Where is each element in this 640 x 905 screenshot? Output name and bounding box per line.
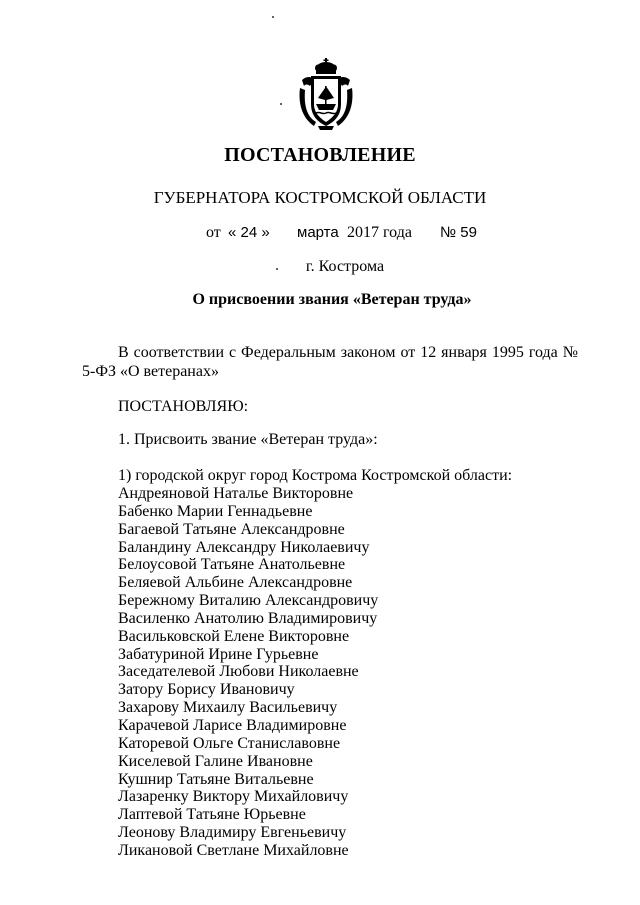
scan-speck bbox=[276, 268, 278, 270]
recipient-name: Лаптевой Татьяне Юрьевне bbox=[118, 806, 306, 824]
recipient-name: Ликановой Светлане Михайловне bbox=[118, 841, 349, 859]
recipient-name: Леонову Владимиру Евгеньевичу bbox=[118, 824, 347, 842]
recipient-name: Захарову Михаилу Васильевичу bbox=[118, 699, 338, 717]
recipient-name: Затору Борису Ивановичу bbox=[118, 681, 295, 699]
district-heading: 1) городской округ город Кострома Костромской области: bbox=[118, 467, 513, 484]
recipient-list bbox=[118, 485, 378, 860]
recipient-name: Киселевой Галине Ивановне bbox=[118, 752, 313, 770]
recipient-name: Лазаренку Виктору Михайловичу bbox=[118, 788, 349, 806]
recipient-name: Каторевой Ольге Станиславовне bbox=[118, 734, 341, 752]
dateline-prefix: от bbox=[206, 224, 221, 241]
recipient-name: Кушнир Татьяне Витальевне bbox=[118, 770, 314, 788]
dateline-number: № 59 bbox=[440, 224, 477, 241]
recipient-name: Белоусовой Татьяне Анатольевне bbox=[118, 556, 346, 574]
kostroma-coat-of-arms-icon bbox=[296, 58, 356, 132]
preamble-paragraph: В соответствии с Федеральным законом от 12 января 1995 года № 5-ФЗ «О ветеранах» bbox=[82, 344, 578, 380]
recipient-name: Васильковской Елене Викторовне bbox=[118, 627, 350, 645]
recipient-name: Баландину Александру Николаевичу bbox=[118, 538, 370, 556]
scan-speck bbox=[272, 16, 274, 18]
recipient-name: Василенко Анатолию Владимировичу bbox=[118, 609, 378, 627]
document-subject: О присвоении звания «Ветеран труда» bbox=[192, 291, 472, 308]
issuer-subtitle: ГУБЕРНАТОРА КОСТРОМСКОЙ ОБЛАСТИ bbox=[153, 188, 487, 207]
clause-1: 1. Присвоить звание «Ветеран труда»: bbox=[118, 431, 378, 448]
recipient-name: Забатуриной Ирине Гурьевне bbox=[118, 645, 319, 663]
recipient-name: Андреяновой Наталье Викторовне bbox=[118, 485, 354, 502]
recipient-name: Карачевой Ларисе Владимировне bbox=[118, 716, 347, 734]
recipient-name: Бережному Виталию Александровичу bbox=[118, 592, 379, 610]
dateline-year: 2017 года bbox=[347, 224, 412, 241]
issue-city: г. Кострома bbox=[305, 258, 385, 275]
recipient-name: Беляевой Альбине Александровне bbox=[118, 574, 353, 592]
decree-word: ПОСТАНОВЛЯЮ: bbox=[118, 398, 249, 415]
scan-speck bbox=[280, 103, 282, 105]
document-title: ПОСТАНОВЛЕНИЕ bbox=[224, 144, 416, 166]
dateline-month: марта bbox=[297, 224, 339, 241]
dateline-day: « 24 » bbox=[228, 224, 270, 241]
recipient-name: Бабенко Марии Геннадьевне bbox=[118, 502, 313, 520]
recipient-name: Заседателевой Любови Николаевне bbox=[118, 663, 359, 681]
recipient-name: Багаевой Татьяне Александровне bbox=[118, 520, 345, 538]
